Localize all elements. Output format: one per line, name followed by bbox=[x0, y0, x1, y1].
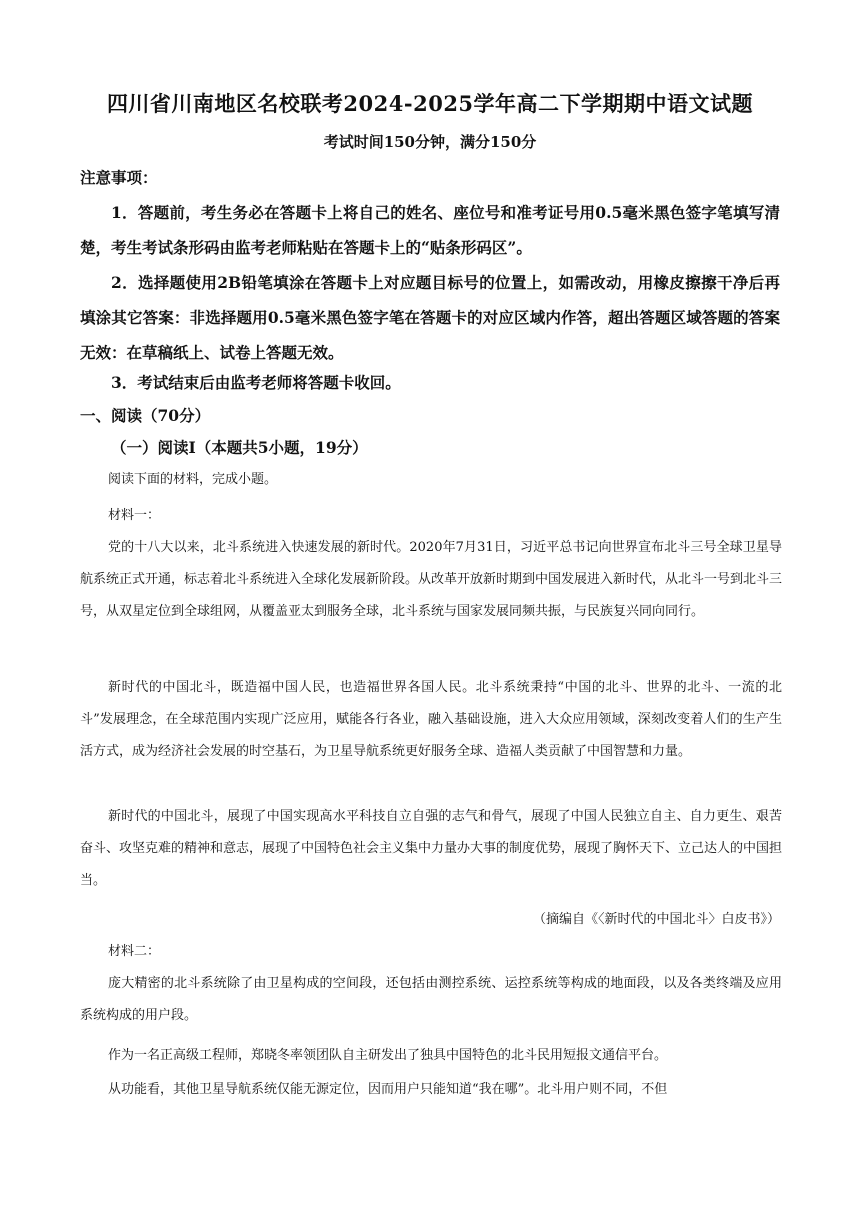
section-heading: 一、阅读（70分） bbox=[80, 406, 211, 425]
reading-instruction: 阅读下面的材料，完成小题。 bbox=[108, 472, 278, 487]
sub-section-heading: （一）阅读Ⅰ（本题共5小题，19分） bbox=[111, 438, 368, 457]
notice-item-2: 2．选择题使用2B铅笔填涂在答题卡上对应题目标号的位置上，如需改动，用橡皮擦擦干净后再填涂其它答案：非选择题用0.5毫米黑色签字笔在答题卡的对应区域内作答，超出答题区域答题的答案无效：在草稿纸上、试卷上答题无效。 bbox=[80, 273, 780, 362]
material-1-source: （摘编自《〈新时代的中国北斗〉白皮书》） bbox=[532, 912, 780, 927]
material-2-paragraph-1: 庞大精密的北斗系统除了由卫星构成的空间段，还包括由测控系统、运控系统等构成的地面段，以及各类终端及应用系统构成的用户段。 bbox=[80, 976, 782, 1023]
notice-heading: 注意事项： bbox=[80, 168, 158, 187]
material-1-paragraph-2: 新时代的中国北斗，既造福中国人民，也造福世界各国人民。北斗系统秉持“中国的北斗、世界的北斗、一流的北斗”发展理念，在全球范围内实现广泛应用，赋能各行各业，融入基础设施，进入大众应用领域，深刻改变着人们的生产生活方式，成为经济社会发展的时空基石，为卫星导航系统更好服务全球、造福人类贡献了中国智慧和力量。 bbox=[80, 680, 782, 759]
material-2-label: 材料二： bbox=[108, 944, 161, 959]
material-2-paragraph-3: 从功能看，其他卫星导航系统仅能无源定位，因而用户只能知道“我在哪”。北斗用户则不同，不但 bbox=[108, 1082, 668, 1097]
material-1-paragraph-1: 党的十八大以来，北斗系统进入快速发展的新时代。2020年7月31日，习近平总书记向世界宣布北斗三号全球卫星导航系统正式开通，标志着北斗系统进入全球化发展新阶段。从改革开放新时期到中国发展进入新时代，从北斗一号到北斗三号，从双星定位到全球组网，从覆盖亚太到服务全球，北斗系统与国家发展同频共振，与民族复兴同向同行。 bbox=[80, 540, 783, 619]
material-2-paragraph-2: 作为一名正高级工程师，郑晓冬率领团队自主研发出了独具中国特色的北斗民用短报文通信平台。 bbox=[108, 1048, 668, 1063]
material-1-label: 材料一： bbox=[108, 508, 161, 523]
notice-item-3: 3．考试结束后由监考老师将答题卡收回。 bbox=[111, 373, 401, 392]
material-1-paragraph-3: 新时代的中国北斗，展现了中国实现高水平科技自立自强的志气和骨气，展现了中国人民独立自主、自力更生、艰苦奋斗、攻坚克难的精神和意志，展现了中国特色社会主义集中力量办大事的制度优势，展现了胸怀天下、立己达人的中国担当。 bbox=[80, 809, 783, 888]
notice-item-1: 1．答题前，考生务必在答题卡上将自己的姓名、座位号和准考证号用0.5毫米黑色签字笔填写清楚，考生考试条形码由监考老师粘贴在答题卡上的“贴条形码区”。 bbox=[80, 203, 780, 257]
exam-duration-subtitle: 考试时间150分钟，满分150分 bbox=[323, 133, 537, 151]
page-title: 四川省川南地区名校联考2024-2025学年高二下学期期中语文试题 bbox=[106, 91, 754, 116]
